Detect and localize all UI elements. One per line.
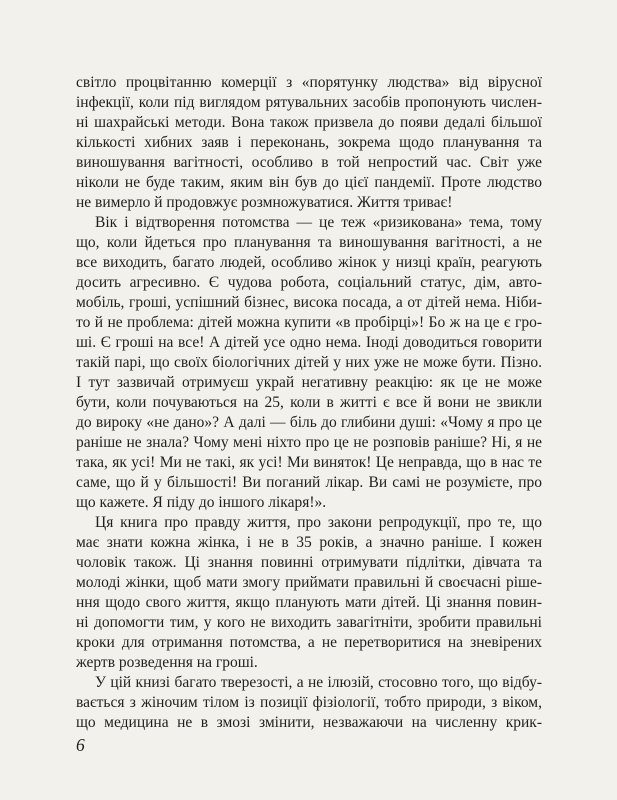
text-line: має знати кожна жінка, і не в 35 років, а значно раніше. І кожен [76,534,542,551]
text-line: до вироку «не дано»? А далі — біль до глибини душі: «Чому я про це [76,414,542,431]
text-line: ші. Є гроші на все! А дітей усе одно нема. Іноді доводиться говорити [76,334,542,351]
text-line: вається з жіночим тілом із позиції фізіології, тобто природи, з віком, [76,694,542,711]
text-line: Вік і відтворення потомства — це теж «ризикована» тема, тому [95,214,542,231]
text-line: Ця книга про правду життя, про закони репродукції, про те, що [95,514,542,531]
page-number: 6 [76,735,85,755]
text-line: І тут зазвичай отримуєш украй негативну реакцію: як це не може [76,374,542,391]
text-line: світло процвітанню комерції з «порятунку людства» від вірусної [76,74,542,91]
text-line: не вимерло й продовжує розмножуватися. Життя триває! [76,194,453,211]
text-line: жертв розведення на гроші. [76,654,258,671]
text-line: все виходить, багато людей, особливо жінок у низці країн, реагують [76,254,542,271]
text-line: що, коли йдеться про планування та виношування вагітності, а не [76,234,542,251]
text-line: молоді жінки, щоб мати змогу приймати правильні й своєчасні ріше- [76,574,542,591]
text-line: саме, що й у більшості! Ви поганий лікар. Ви самі не розумієте, про [76,474,542,491]
text-line: що медицина не в змозі змінити, незважаючи на численну крик- [76,714,542,731]
text-line: кроки для отримання потомства, а не перетворитися на зневірених [76,634,542,651]
text-line: то й не проблема: дітей можна купити «в пробірці»! Бо ж на це є гро- [76,314,542,331]
text-line: раніше не знала? Чому мені ніхто про це не розповів раніше? Ні, я не [76,434,542,451]
text-line: такій парі, що своїх біологічних дітей у них уже не може бути. Пізно. [76,354,542,371]
text-line: що кажете. Я піду до іншого лікаря!». [76,494,327,511]
paragraph [76,213,542,513]
text-line: ні допомогти тим, у кого не виходить завагітніти, зробити правильні [76,614,542,631]
text-line: інфекції, коли під виглядом рятувальних засобів пропонують числен- [76,94,542,111]
text-line: ніколи не буде таким, яким він був до цієї пандемії. Проте людство [76,174,542,191]
text-line: досить агресивно. Є чудова робота, соціальний статус, дім, авто- [76,274,542,291]
paragraph [76,73,542,213]
text-line: виношування вагітності, особливо в той непростий час. Світ уже [76,154,542,171]
text-line: бути, коли почуваються на 25, коли в житті є все й вони не звикли [76,394,542,411]
text-line: ні шахрайські методи. Вона також призвела до появи дедалі більшої [76,114,542,131]
text-line: кількості хибних заяв і переконань, зокрема щодо планування та [76,134,542,151]
text-line: У цій книзі багато тверезості, а не ілюзій, стосовно того, що відбу- [95,674,542,691]
paragraph [76,673,542,733]
body-text [76,73,542,733]
text-line: мобіль, гроші, успішний бізнес, висока посада, а от дітей нема. Ніби- [76,294,542,311]
text-line: ння щодо свого життя, якщо планують мати дітей. Ці знання повин- [76,594,542,611]
text-line: чоловік також. Ці знання повинні отримувати підлітки, дівчата та [76,554,542,571]
text-line: така, як усі! Ми не такі, як усі! Ми виняток! Це неправда, що в нас те [76,454,542,471]
paragraph [76,513,542,673]
